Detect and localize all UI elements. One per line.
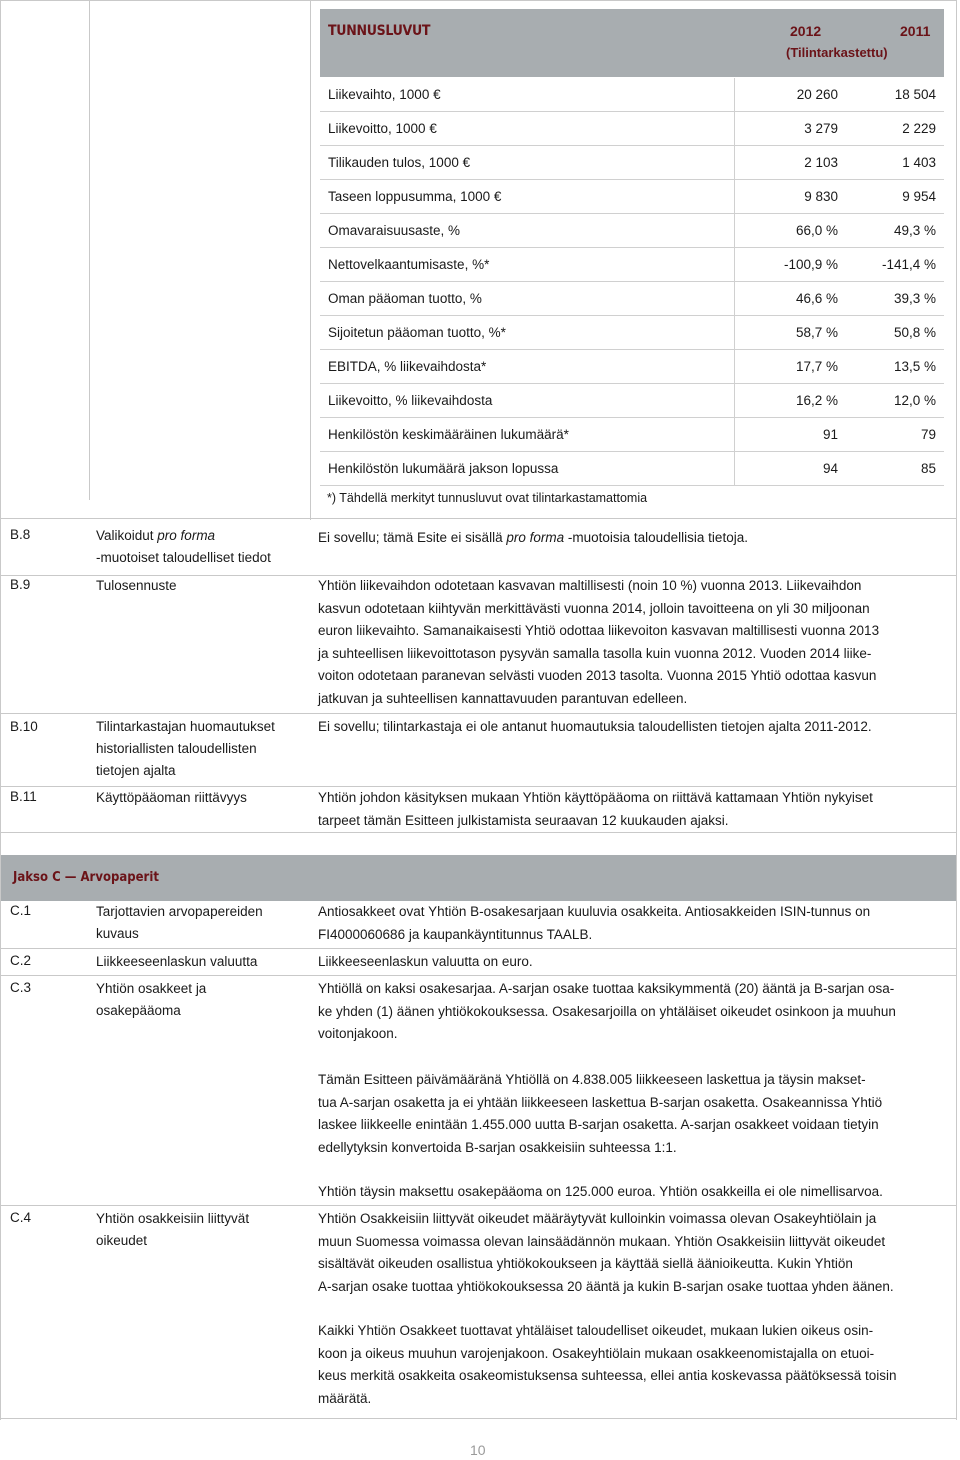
c3-line: Tämän Esitteen päivämääränä Yhtiöllä on 4.838.005 liikkeeseen laskettua ja täysin makset- xyxy=(318,1072,866,1087)
kf-bottom-line xyxy=(0,518,957,519)
c3-line: tua A-sarjan osaketta ja ei yhtään liikkeeseen laskettua B-sarjan osaketta. Osakeannissa Yhtiö xyxy=(318,1094,883,1110)
key-figure-value-2011: 9 954 xyxy=(902,189,936,204)
b11-heading: Käyttöpääoman riittävyys xyxy=(96,790,247,805)
key-figure-value-2011: 18 504 xyxy=(894,87,936,102)
key-figure-value-2012: 3 279 xyxy=(804,121,838,136)
c1-heading-line: kuvaus xyxy=(96,926,139,941)
key-figure-row xyxy=(320,282,944,316)
c4-code: C.4 xyxy=(10,1210,32,1225)
b9-heading: Tulosennuste xyxy=(96,578,177,593)
c3-line: edellytyksin konvertoida B-sarjan osakkeisiin suhteessa 1:1. xyxy=(318,1139,677,1155)
key-figure-column-divider xyxy=(734,350,735,383)
c1-content xyxy=(318,901,944,946)
key-figure-row xyxy=(320,78,944,112)
c4-heading-line: oikeudet xyxy=(96,1233,148,1248)
key-figure-label: Liikevoitto, % liikevaihdosta xyxy=(328,393,493,408)
b10-heading-line: historiallisten taloudellisten xyxy=(96,741,257,756)
b11-line: tarpeet tämän Esitteen julkistamista seuraavan 12 kuukauden ajaksi. xyxy=(318,812,729,828)
key-figure-value-2011: 85 xyxy=(920,461,936,476)
key-figure-value-2012: 17,7 % xyxy=(795,359,838,374)
key-figure-label: Henkilöstön lukumäärä jakson lopussa xyxy=(328,461,559,476)
b10-heading-line: Tilintarkastajan huomautukset xyxy=(96,719,275,734)
b8-heading-line2: -muotoiset taloudelliset tiedot xyxy=(96,550,271,565)
key-figure-label: Omavaraisuusaste, % xyxy=(328,223,461,238)
c4-line: koon ja oikeus muuhun varojenjakoon. Osakeyhtiölain mukaan osakkeenomistajalla on etuoi- xyxy=(318,1345,875,1361)
c1-line: Antiosakkeet ovat Yhtiön B-osakesarjaan kuuluvia osakkeita. Antiosakkeiden ISIN-tunnus on xyxy=(318,904,871,919)
key-figure-value-2012: 58,7 % xyxy=(795,325,838,340)
b9-line: euron liikevaihto. Samanaikaisesti Yhtiö odottaa liikevoiton kasvavan maltillisesti vuonna 2013 xyxy=(318,623,880,639)
b10-content: Ei sovellu; tilintarkastaja ei ole antanut huomautuksia taloudellisten tietojen ajalta 2011-2012. xyxy=(318,719,872,734)
key-figures-title: TUNNUSLUVUT xyxy=(328,23,431,39)
b8-content-italic: pro forma xyxy=(506,530,565,545)
b10-heading-line: tietojen ajalta xyxy=(96,763,176,778)
key-figure-value-2012: 94 xyxy=(822,461,838,476)
c3-heading xyxy=(96,978,206,1022)
c2-code: C.2 xyxy=(10,953,32,968)
c4-line: keus merkitä osakkeita osakeomistuksensa suhteessa, ellei antia koskevassa päätöksessä toisin xyxy=(318,1368,897,1384)
c3-line: laskee liikkeelle enintään 1.455.000 uutta B-sarjan osaketta. A-sarjan osakkeet voidaan tietyin xyxy=(318,1117,879,1133)
key-figure-row xyxy=(320,418,944,452)
c2-heading: Liikkeeseenlaskun valuutta xyxy=(96,954,258,969)
key-figures-audited-note: (Tilintarkastettu) xyxy=(786,45,888,60)
b8-content-text1: Ei sovellu; tämä Esite ei sisällä xyxy=(318,530,507,545)
key-figure-row xyxy=(320,316,944,350)
b8-heading-text: Valikoidut xyxy=(96,528,158,543)
key-figure-value-2011: 1 403 xyxy=(902,155,936,170)
key-figure-label: Liikevaihto, 1000 € xyxy=(328,87,441,102)
heading-column-divider xyxy=(310,0,311,520)
key-figure-value-2011: 2 229 xyxy=(902,121,936,136)
key-figures-year-2011: 2011 xyxy=(900,23,931,39)
key-figure-row xyxy=(320,112,944,146)
section-c-title: Jakso C — Arvopaperit xyxy=(13,870,159,885)
key-figure-value-2011: 50,8 % xyxy=(893,325,936,340)
b9-code: B.9 xyxy=(10,577,31,592)
key-figure-value-2011: 49,3 % xyxy=(893,223,936,238)
section-c-header xyxy=(1,855,956,901)
c4-line: Kaikki Yhtiön Osakkeet tuottavat yhtäläiset taloudelliset oikeudet, mukaan lukien oikeus osin- xyxy=(318,1323,874,1338)
c4-line: A-sarjan osake tuottaa yhtiökokouksessa 20 ääntä ja kukin B-sarjan osake tuottaa yhden äänen. xyxy=(318,1278,894,1294)
c4-para1 xyxy=(318,1208,944,1298)
c4-line: muun Suomessa voimassa olevan lainsäädännön mukaan. Yhtiön Osakkeisiin liittyvät oikeudet xyxy=(318,1233,886,1249)
key-figure-row xyxy=(320,452,944,486)
bottom-border xyxy=(0,1418,957,1419)
key-figure-value-2011: 13,5 % xyxy=(893,359,936,374)
key-figure-value-2012: 66,0 % xyxy=(795,223,838,238)
c3-line: ke yhden (1) äänen yhtiökokouksessa. Osakesarjoilla on yhtäläiset oikeudet osinkoon ja muuhun xyxy=(318,1003,896,1019)
c4-line: määrätä. xyxy=(318,1390,372,1406)
c1-code: C.1 xyxy=(10,903,32,918)
key-figure-label: Tilikauden tulos, 1000 € xyxy=(328,155,471,170)
key-figure-row xyxy=(320,214,944,248)
b9-line: voiton odotetaan paranevan selvästi vuoden 2013 tasolta. Vuonna 2015 Yhtiö odottaa kasvun xyxy=(318,668,877,684)
key-figure-value-2012: -100,9 % xyxy=(783,257,838,272)
b9-line: kasvun odotetaan kiihtyvän merkittävästi vuonna 2014, jolloin tavoitteena on yli 30 miljoonan xyxy=(318,600,870,616)
b8-content-text2: -muotoisia taloudellisia tietoja. xyxy=(564,530,748,545)
b8-heading xyxy=(96,525,271,569)
key-figure-label: Liikevoitto, 1000 € xyxy=(328,121,437,136)
page-number: 10 xyxy=(470,1442,486,1458)
c3-para2 xyxy=(318,1069,944,1159)
b10-heading xyxy=(96,716,275,782)
c4-heading-line: Yhtiön osakkeisiin liittyvät xyxy=(96,1211,250,1226)
key-figure-label: Henkilöstön keskimääräinen lukumäärä* xyxy=(328,427,569,442)
key-figure-row xyxy=(320,248,944,282)
key-figure-value-2011: 12,0 % xyxy=(893,393,936,408)
c2-content: Liikkeeseenlaskun valuutta on euro. xyxy=(318,954,533,969)
key-figure-column-divider xyxy=(734,112,735,145)
c3-para1 xyxy=(318,978,944,1046)
c1-line: FI4000060686 ja kaupankäyntitunnus TAALB. xyxy=(318,926,593,942)
b9-line: Yhtiön liikevaihdon odotetaan kasvavan maltillisesti (noin 10 %) vuonna 2013. Liikevaihdon xyxy=(318,578,862,593)
c1-bottom-line xyxy=(0,948,957,949)
c1-heading xyxy=(96,901,263,945)
c4-heading xyxy=(96,1208,249,1252)
key-figure-label: Oman pääoman tuotto, % xyxy=(328,291,482,306)
c3-bottom-line xyxy=(0,1205,957,1206)
key-figure-label: Taseen loppusumma, 1000 € xyxy=(328,189,502,204)
key-figure-value-2011: 79 xyxy=(920,427,936,442)
key-figure-row xyxy=(320,350,944,384)
c3-code: C.3 xyxy=(10,980,32,995)
c3-heading-line: osakepääoma xyxy=(96,1003,181,1018)
key-figure-value-2012: 91 xyxy=(822,427,838,442)
b9-line: jatkuvan ja suhteellisen kannattavuuden parantuvan edelleen. xyxy=(318,690,688,706)
b8-heading-italic: pro forma xyxy=(157,528,216,543)
c1-heading-line: Tarjottavien arvopapereiden xyxy=(96,904,263,919)
b9-bottom-line xyxy=(0,713,957,714)
key-figures-footnote: *) Tähdellä merkityt tunnusluvut ovat tilintarkastamattomia xyxy=(327,491,648,505)
c3-line: voitonjakoon. xyxy=(318,1026,398,1042)
b8-code: B.8 xyxy=(10,527,31,542)
key-figure-row xyxy=(320,146,944,180)
b11-code: B.11 xyxy=(10,789,37,804)
key-figure-value-2012: 20 260 xyxy=(796,87,838,102)
key-figure-column-divider xyxy=(734,214,735,247)
key-figure-column-divider xyxy=(734,180,735,213)
key-figure-row xyxy=(320,384,944,418)
key-figure-label: EBITDA, % liikevaihdosta* xyxy=(328,359,487,374)
key-figures-year-2012: 2012 xyxy=(790,23,822,39)
b11-content xyxy=(318,787,944,832)
b9-content xyxy=(318,575,944,711)
key-figure-column-divider xyxy=(734,418,735,451)
key-figure-label: Sijoitetun pääoman tuotto, %* xyxy=(328,325,506,340)
key-figure-value-2012: 46,6 % xyxy=(795,291,838,306)
c2-bottom-line xyxy=(0,975,957,976)
b9-line: ja suhteellisen liikevoittotason pysyvän samalla tasolla kuin vuonna 2012. Vuoden 2014 liike- xyxy=(318,645,872,661)
key-figure-column-divider xyxy=(734,384,735,417)
key-figures-header xyxy=(320,9,944,77)
c3-line: Yhtiöllä on kaksi osakesarjaa. A-sarjan osake tuottaa kaksikymmentä (20) ääntä ja B-sarjan osa- xyxy=(318,981,895,996)
b8-content xyxy=(318,527,944,550)
key-figure-row xyxy=(320,180,944,214)
left-border xyxy=(0,0,1,1420)
key-figure-value-2012: 16,2 % xyxy=(795,393,838,408)
code-column-divider xyxy=(89,0,90,500)
b10-code: B.10 xyxy=(10,719,38,734)
key-figure-column-divider xyxy=(734,316,735,349)
c4-line: Yhtiön Osakkeisiin liittyvät oikeudet määräytyvät kulloinkin voimassa olevan Osakeyhtiölain ja xyxy=(318,1211,877,1226)
c3-para3: Yhtiön täysin maksettu osakepääoma on 125.000 euroa. Yhtiön osakkeilla ei ole nimellisarvoa. xyxy=(318,1184,883,1199)
key-figure-column-divider xyxy=(734,452,735,485)
key-figure-column-divider xyxy=(734,146,735,179)
c3-heading-line: Yhtiön osakkeet ja xyxy=(96,981,207,996)
c4-line: sisältävät oikeuden osallistua yhtiökokoukseen ja käyttää siellä äänioikeutta. Kukin Yhtiön xyxy=(318,1256,853,1272)
key-figure-value-2011: 39,3 % xyxy=(893,291,936,306)
key-figure-column-divider xyxy=(734,282,735,315)
key-figure-column-divider xyxy=(734,248,735,281)
key-figure-label: Nettovelkaantumisaste, %* xyxy=(328,257,490,272)
key-figure-value-2012: 2 103 xyxy=(804,155,838,170)
b11-line: Yhtiön johdon käsityksen mukaan Yhtiön käyttöpääoma on riittävä kattamaan Yhtiön nykyiset xyxy=(318,790,873,805)
key-figure-value-2012: 9 830 xyxy=(804,189,838,204)
top-border xyxy=(0,0,957,1)
c4-para2 xyxy=(318,1320,944,1410)
key-figure-value-2011: -141,4 % xyxy=(881,257,936,272)
key-figure-column-divider xyxy=(734,78,735,111)
key-figures-table xyxy=(320,78,944,486)
right-border xyxy=(956,0,957,1420)
